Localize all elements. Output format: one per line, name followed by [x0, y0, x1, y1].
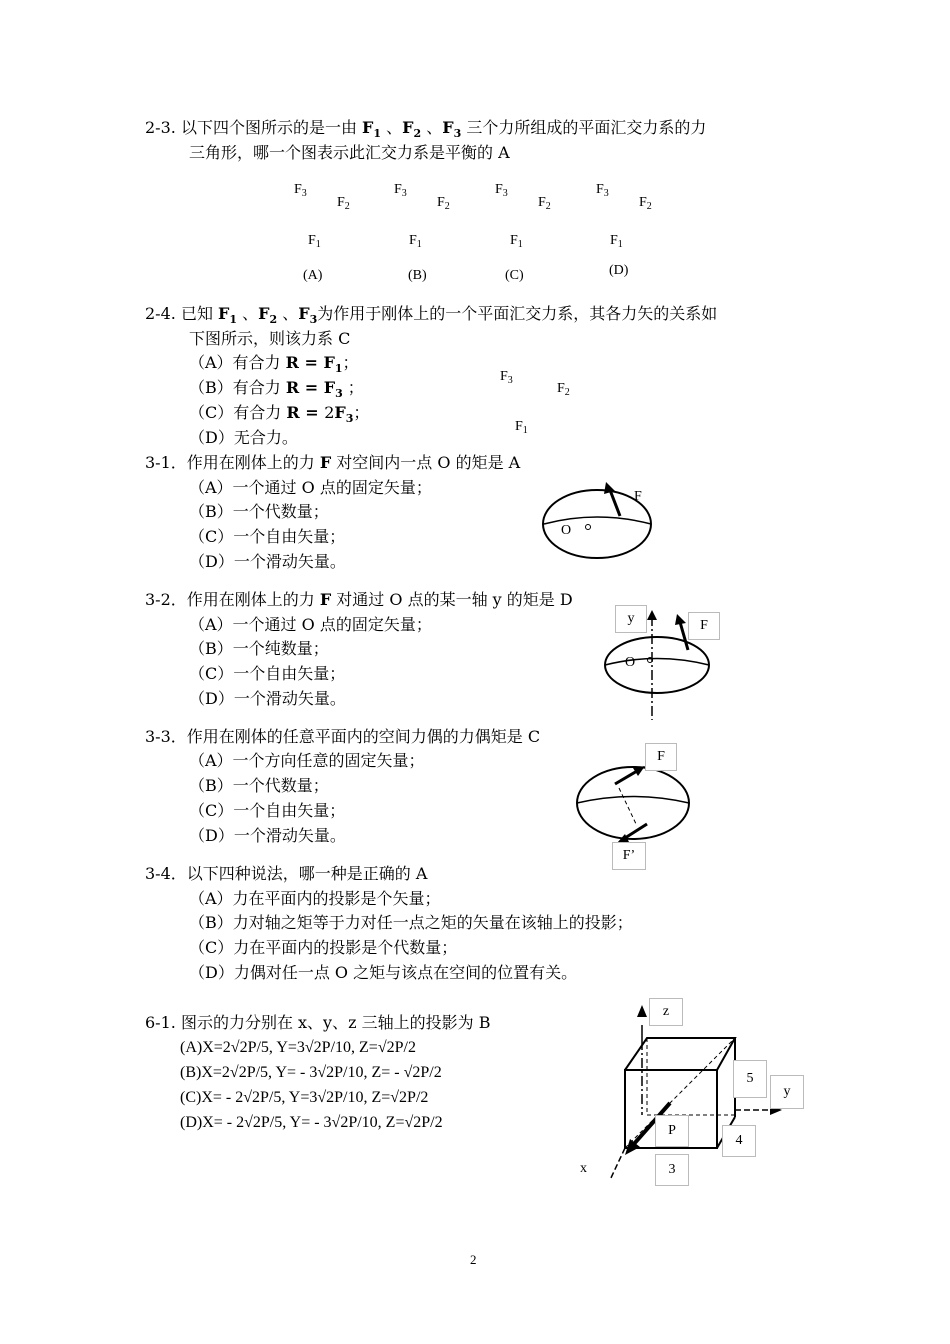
q3-4-option-b: （B）力对轴之矩等于力对任一点之矩的矢量在该轴上的投影； [189, 913, 633, 932]
q2-4-option-b: （B）有合力 $R = F_3$ ； [189, 378, 364, 400]
force-label-f1: $F_1$ [308, 233, 321, 250]
stem-text: 2-4. 已知 [145, 304, 219, 323]
point-label-o: O [625, 655, 636, 670]
q3-2-option-b: （B）一个纯数量； [189, 639, 329, 658]
figure-caption: (C) [505, 268, 524, 283]
q2-3-stem-line1 [145, 118, 706, 144]
q3-1-option-a: （A）一个通过 O 点的固定矢量； [189, 478, 432, 497]
q3-3-option-b: （B）一个代数量； [189, 776, 329, 795]
q2-4-option-a: （A）有合力 $R = F_1$； [189, 353, 359, 375]
axis-label-z: z [649, 998, 683, 1026]
axis-label-y: y [615, 605, 647, 633]
force-label-f3: $F_3$ [294, 182, 307, 199]
force-label-f3: $F_3$ [495, 182, 508, 199]
force-label-f2: $F_2$ [639, 195, 652, 212]
q3-3-stem: 3-3．作用在刚体的任意平面内的空间力偶的力偶矩是 C [145, 727, 541, 746]
q3-3-option-d: （D）一个滑动矢量。 [189, 826, 346, 845]
f3-symbol: $F_3$ [442, 118, 462, 140]
force-label-f: F [688, 612, 720, 640]
q3-2-option-c: （C）一个自由矢量； [189, 664, 346, 683]
q3-2-stem: 3-2．作用在刚体上的力 F 对通过 O 点的某一轴 y 的矩是 D [145, 590, 573, 609]
point-label-o: O [561, 523, 572, 538]
q3-2-option-d: （D）一个滑动矢量。 [189, 689, 346, 708]
q6-1-stem: 6-1. 图示的力分别在 x、y、z 三轴上的投影为 B [145, 1013, 491, 1032]
stem-text: 2-3. 以下四个图所示的是一由 [145, 118, 363, 137]
figure-caption: (B) [408, 268, 427, 283]
q3-4-option-c: （C）力在平面内的投影是个代数量； [189, 938, 458, 957]
force-label-f: F [645, 743, 677, 771]
force-label-f2: $F_2$ [557, 381, 570, 398]
force-label-f3: $F_3$ [500, 369, 513, 386]
force-label-f-prime: F’ [612, 842, 646, 870]
q3-1-option-c: （C）一个自由矢量； [189, 527, 346, 546]
q6-1-option-c: (C)X= - 2√2P/5, Y=3√2P/10, Z=√2P/2 [180, 1089, 429, 1106]
dimension-label-5: 5 [733, 1060, 767, 1098]
q3-4-option-d: （D）力偶对任一点 O 之矩与该点在空间的位置有关。 [189, 963, 578, 982]
q2-3-stem-line2: 三角形，哪一个图表示此汇交力系是平衡的 A [189, 143, 510, 162]
f1-symbol: $F_1$ [218, 304, 238, 326]
q3-1-option-d: （D）一个滑动矢量。 [189, 552, 346, 571]
force-label-f2: $F_2$ [538, 195, 551, 212]
separator: 、 [381, 118, 403, 137]
force-label-f3: $F_3$ [394, 182, 407, 199]
q2-4-stem-line1 [145, 304, 717, 330]
stem-text: 为作用于刚体上的一个平面汇交力系，其各力矢的关系如 [317, 304, 718, 323]
axis-label-x: x [580, 1161, 587, 1176]
q3-3-option-a: （A）一个方向任意的固定矢量； [189, 751, 425, 770]
force-label-p: P [655, 1115, 689, 1147]
figure-caption: (D) [609, 263, 629, 278]
page-number: 2 [470, 1252, 477, 1267]
q3-4-stem: 3-4．以下四种说法，哪一种是正确的 A [145, 864, 428, 883]
dimension-label-3: 3 [655, 1154, 689, 1186]
q2-4-stem-line2: 下图所示，则该力系 C [189, 329, 351, 348]
force-label-f1: $F_1$ [409, 233, 422, 250]
force-label-f1: $F_1$ [515, 419, 528, 436]
q6-1-option-b: (B)X=2√2P/5, Y= - 3√2P/10, Z= - √2P/2 [180, 1064, 442, 1081]
q6-1-option-a: (A)X=2√2P/5, Y=3√2P/10, Z=√2P/2 [180, 1039, 416, 1056]
q6-1-option-d: (D)X= - 2√2P/5, Y= - 3√2P/10, Z=√2P/2 [180, 1114, 443, 1131]
q2-4-option-c: （C）有合力 $R = 2F_3$； [189, 403, 370, 425]
force-label-f1: $F_1$ [510, 233, 523, 250]
q3-3-option-c: （C）一个自由矢量； [189, 801, 346, 820]
separator: 、 [277, 304, 299, 323]
force-label-f1: $F_1$ [610, 233, 623, 250]
f2-symbol: $F_2$ [258, 304, 278, 326]
f2-symbol: $F_2$ [402, 118, 422, 140]
stem-text: 三个力所组成的平面汇交力系的力 [461, 118, 707, 137]
axis-label-y: y [770, 1075, 804, 1109]
q3-1-stem: 3-1．作用在刚体上的力 F 对空间内一点 O 的矩是 A [145, 453, 521, 472]
q3-4-option-a: （A）力在平面内的投影是个矢量； [189, 889, 441, 908]
q2-4-option-d: （D）无合力。 [189, 428, 298, 447]
separator: 、 [237, 304, 259, 323]
force-label-f2: $F_2$ [337, 195, 350, 212]
q3-2-option-a: （A）一个通过 O 点的固定矢量； [189, 615, 432, 634]
force-label-f2: $F_2$ [437, 195, 450, 212]
f3-symbol: $F_3$ [298, 304, 318, 326]
figure-caption: (A) [303, 268, 323, 283]
force-label-f3: $F_3$ [596, 182, 609, 199]
separator: 、 [421, 118, 443, 137]
q3-1-option-b: （B）一个代数量； [189, 502, 329, 521]
force-label-f: F [634, 489, 642, 504]
q3-3-sphere-diagram [575, 758, 693, 848]
dimension-label-4: 4 [722, 1125, 756, 1157]
f1-symbol: $F_1$ [362, 118, 382, 140]
